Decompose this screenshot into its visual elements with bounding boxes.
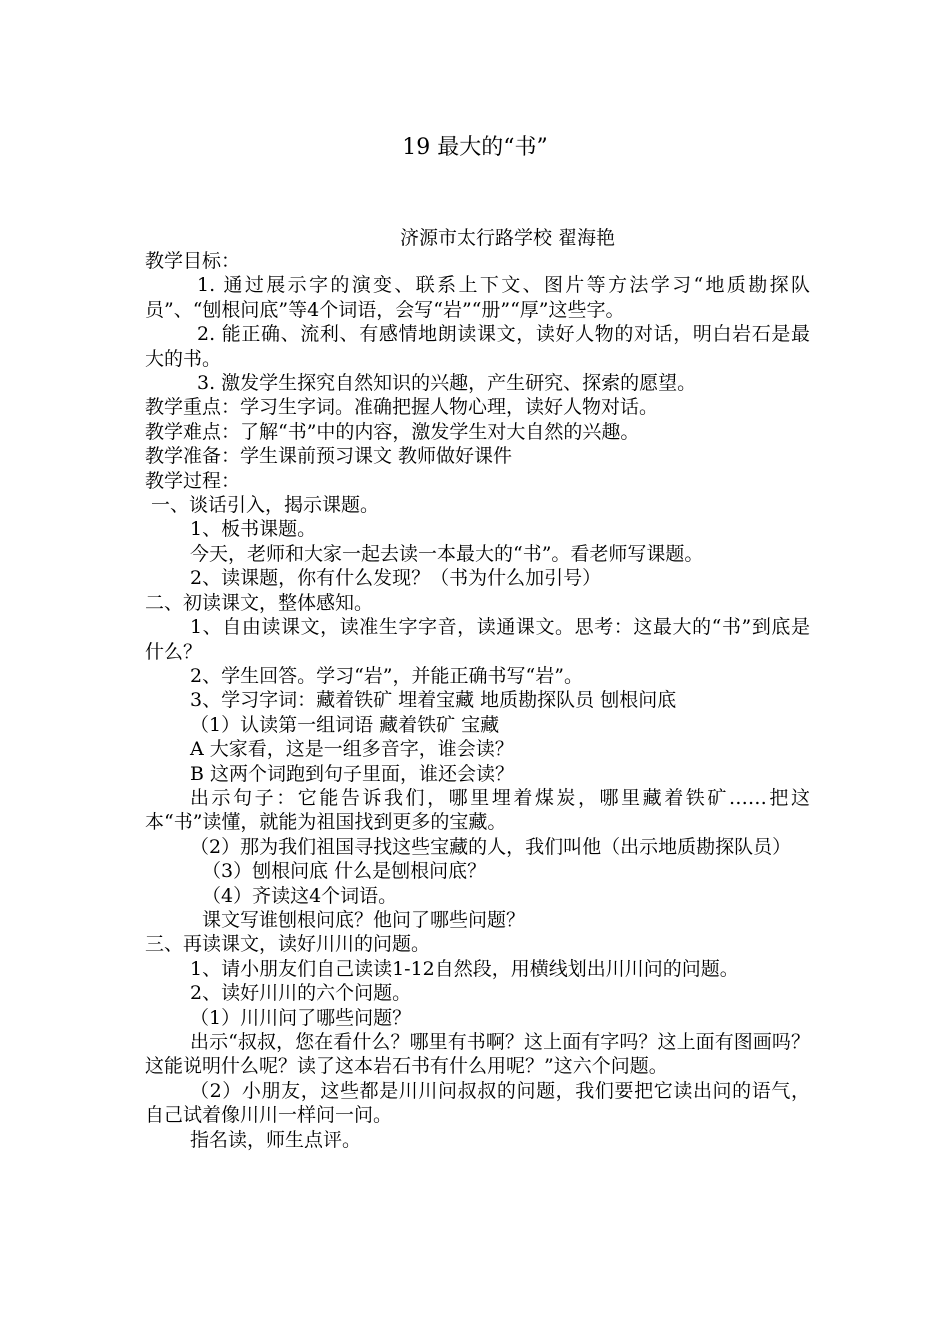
paragraph: 3、学习字词：藏着铁矿 埋着宝藏 地质勘探队员 刨根问底 xyxy=(190,689,677,712)
paragraph: 1. 通过展示字的演变、联系上下文、图片等方法学习“地质勘探队员”、“刨根问底”等4个词语，会写“岩”“册”“厚”这些字。 xyxy=(145,274,810,321)
paragraph: （2）那为我们祖国寻找这些宝藏的人，我们叫他（出示地质勘探队员） xyxy=(190,835,792,858)
document-title: 19 最大的“书” xyxy=(402,135,548,160)
paragraph: 2、读好川川的六个问题。 xyxy=(190,982,412,1005)
paragraph: （1）认读第一组词语 藏着铁矿 宝藏 xyxy=(190,713,500,736)
paragraph: 二、初读课文，整体感知。 xyxy=(145,591,374,614)
author-line: 济源市太行路学校 翟海艳 xyxy=(400,227,616,249)
paragraph: 今天，老师和大家一起去读一本最大的“书”。看老师写课题。 xyxy=(190,542,704,565)
paragraph: 3. 激发学生探究自然知识的兴趣，产生研究、探索的愿望。 xyxy=(197,372,697,395)
paragraph: 课文写谁刨根问底？他问了哪些问题？ xyxy=(202,908,526,931)
paragraph: 1、自由读课文，读准生字字音，读通课文。思考：这最大的“书”到底是什么？ xyxy=(145,616,810,663)
paragraph: 教学过程： xyxy=(145,469,241,492)
paragraph: 教学目标： xyxy=(145,250,241,272)
paragraph: 三、再读课文，读好川川的问题。 xyxy=(145,933,431,956)
paragraph: 出示句子：它能告诉我们，哪里埋着煤炭，哪里藏着铁矿……把这本“书”读懂，就能为祖国找到更多的宝藏。 xyxy=(145,786,810,834)
paragraph: A 大家看，这是一组多音字，谁会读？ xyxy=(190,738,514,761)
paragraph: 2、读课题，你有什么发现？（书为什么加引号） xyxy=(190,567,602,590)
paragraph: 出示“叔叔，您在看什么？哪里有书啊？这上面有字吗？这上面有图画吗？这能说明什么呢？读了这本岩石书有什么用呢？”这六个问题。 xyxy=(145,1031,810,1078)
paragraph: 教学重点：学习生字词。准确把握人物心理，读好人物对话。 xyxy=(145,396,659,419)
paragraph: 教学难点：了解“书”中的内容，激发学生对大自然的兴趣。 xyxy=(145,420,640,443)
paragraph: 2、学生回答。学习“岩”，并能正确书写“岩”。 xyxy=(190,664,583,687)
document-body xyxy=(145,249,810,1152)
paragraph: （3）刨根问底 什么是刨根问底？ xyxy=(202,860,487,883)
paragraph: （4）齐读这4个词语。 xyxy=(202,884,398,907)
paragraph: （1）川川问了哪些问题？ xyxy=(190,1006,412,1029)
paragraph: （2）小朋友，这些都是川川问叔叔的问题，我们要把它读出问的语气，自己试着像川川一样问一问。 xyxy=(145,1079,810,1127)
paragraph: 1、板书课题。 xyxy=(190,518,317,541)
paragraph: 一、谈话引入，揭示课题。 xyxy=(151,494,380,517)
paragraph: B 这两个词跑到句子里面，谁还会读？ xyxy=(190,762,515,785)
paragraph: 教学准备：学生课前预习课文 教师做好课件 xyxy=(145,445,513,468)
paragraph: 指名读，师生点评。 xyxy=(190,1128,362,1151)
paragraph: 2. 能正确、流利、有感情地朗读课文，读好人物的对话，明白岩石是最大的书。 xyxy=(145,323,810,370)
paragraph: 1、请小朋友们自己读读1-12自然段，用横线划出川川问的问题。 xyxy=(190,957,739,980)
